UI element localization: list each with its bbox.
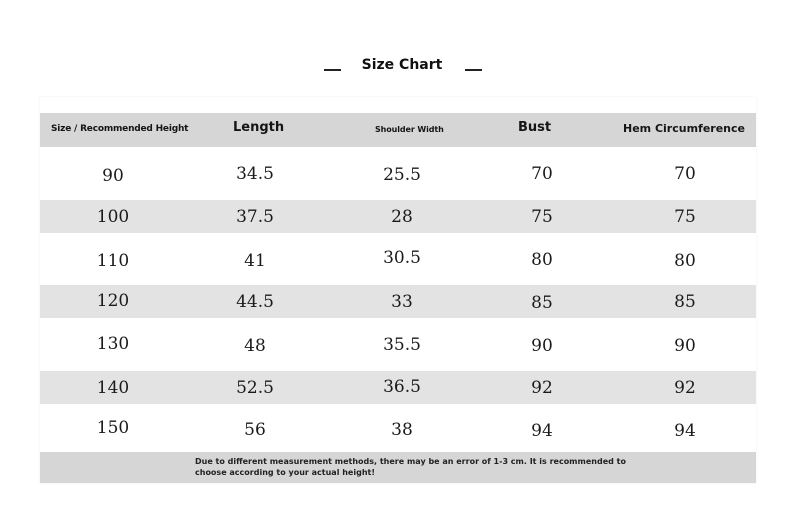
cell-length: 34.5 [236,164,274,184]
cell-shoulder-width: 28 [391,207,413,227]
measurement-note-text: Due to different measurement methods, there may be an error of 1-3 cm. It is recommended to choose according to your actual height! [195,457,626,477]
cell-length: 52.5 [236,378,274,398]
cell-length: 41 [244,251,266,271]
cell-size: 90 [102,166,124,186]
cell-shoulder-width: 30.5 [383,248,421,268]
cell-size: 150 [96,418,130,438]
cell-size: 100 [96,207,130,227]
cell-length: 56 [244,420,266,440]
cell-bust: 92 [531,378,553,398]
cell-bust: 80 [531,250,553,270]
cell-hem: 80 [674,251,696,271]
table-row [40,158,756,191]
table-row [40,371,756,404]
header-size: Size / Recommended Height [51,124,189,134]
cell-size: 120 [96,291,130,311]
cell-size: 140 [96,378,130,398]
cell-shoulder-width: 36.5 [383,377,421,397]
cell-shoulder-width: 38 [391,420,413,440]
cell-bust: 70 [531,164,553,184]
table-row [40,243,756,276]
cell-hem: 94 [674,421,696,441]
table-row [40,413,756,446]
cell-shoulder-width: 35.5 [383,335,421,355]
table-row [40,285,756,318]
header-length: Length [233,120,285,135]
title-dash-right [465,69,482,71]
cell-hem: 75 [674,207,696,227]
table-row [40,200,756,233]
table-header-row [40,113,756,147]
measurement-note [40,452,756,483]
cell-bust: 75 [531,207,553,227]
cell-length: 48 [244,336,266,356]
table-row [40,328,756,361]
page-title: Size Chart [361,57,443,73]
cell-size: 110 [96,251,130,271]
header-hem-circumference: Hem Circumference [623,122,745,135]
cell-bust: 90 [531,336,553,356]
cell-size: 130 [96,334,130,354]
cell-shoulder-width: 25.5 [383,165,421,185]
header-shoulder-width: Shoulder Width [375,125,444,134]
title-row [0,54,800,78]
cell-bust: 85 [531,293,553,313]
cell-bust: 94 [531,421,553,441]
cell-hem: 90 [674,336,696,356]
cell-length: 37.5 [236,207,274,227]
cell-hem: 85 [674,292,696,312]
title-dash-left [324,69,341,71]
cell-hem: 70 [674,164,696,184]
cell-length: 44.5 [236,292,274,312]
header-bust: Bust [518,120,552,135]
cell-shoulder-width: 33 [391,292,413,312]
cell-hem: 92 [674,378,696,398]
